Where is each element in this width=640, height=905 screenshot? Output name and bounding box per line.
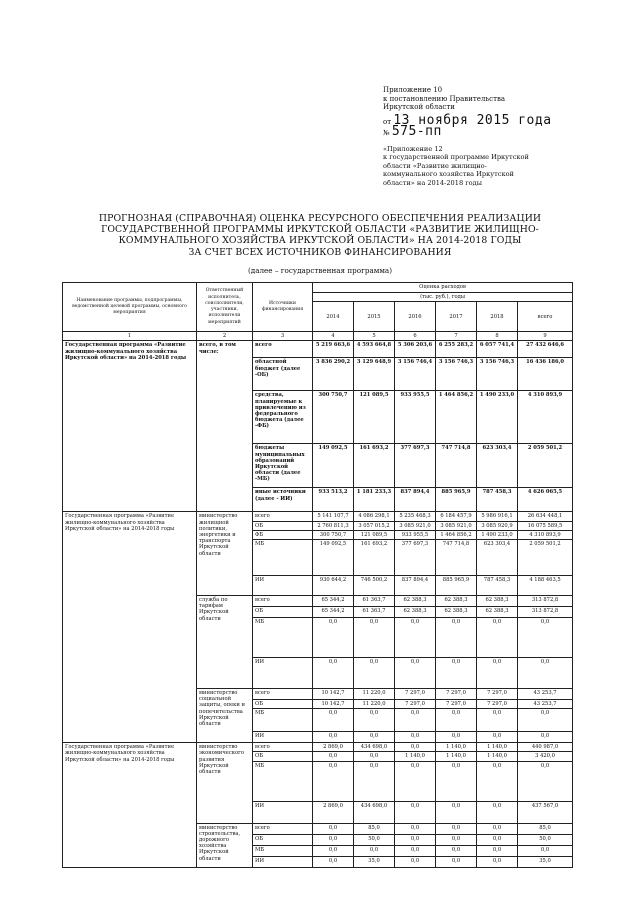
value-cell: 0,0 [518,658,573,689]
value-cell: 2 869,0 [313,743,354,752]
value-cell: 1 140,0 [436,743,477,752]
appendix-header [383,86,583,112]
value-cell: 0,0 [477,823,518,834]
value-cell: 434 698,0 [354,801,395,823]
value-cell: 0,0 [436,823,477,834]
table-row [63,341,573,358]
value-cell: 5 235 468,3 [395,512,436,521]
value-cell: 0,0 [518,618,573,658]
value-cell: 0,0 [477,845,518,856]
value-cell: 1 140,0 [477,743,518,752]
value-cell: 62 388,3 [436,607,477,618]
number-prefix: № [383,129,390,137]
program-name-cell: Государственная программа «Развитие жилищно-коммунального хозяйства Иркутской области» на 2014-2018 годы [63,512,197,743]
value-cell: 10 142,7 [313,689,354,700]
value-cell: 62 388,3 [395,596,436,607]
value-cell: 0,0 [477,658,518,689]
value-cell: 6 184 457,9 [436,512,477,521]
value-cell: 4 593 664,8 [354,341,395,358]
value-cell: 65 344,2 [313,607,354,618]
value-cell: 6 057 741,4 [477,341,518,358]
executor-cell: министерство социальной защиты, опеки и попечительства Иркутской области [197,689,253,743]
value-cell: 50,0 [518,834,573,845]
value-cell: 62 388,3 [395,607,436,618]
value-cell: 1 464 856,2 [436,391,477,444]
value-cell: 746 500,2 [354,576,395,596]
source-cell: ИИ [253,856,313,867]
header-source: Источники финансирования [253,283,313,332]
value-cell: 121 089,5 [354,530,395,539]
col-number: 2 [197,332,253,341]
col-number: 7 [436,332,477,341]
source-cell: всего [253,823,313,834]
table-row [63,512,573,521]
value-cell: 787 458,3 [477,488,518,512]
value-cell: 7 297,0 [477,700,518,709]
value-cell: 837 894,4 [395,576,436,596]
value-cell: 0,0 [436,801,477,823]
value-cell: 0,0 [477,801,518,823]
value-cell: 2 059 501,2 [518,540,573,576]
source-cell: МБ [253,761,313,801]
value-cell: 50,0 [354,834,395,845]
column-numbers-row [63,332,573,341]
header-year: 2014 [313,302,354,332]
value-cell: 300 750,7 [313,391,354,444]
source-cell: областной бюджет (далее -ОБ) [253,358,313,391]
header-executor: Ответственный исполнитель, соисполнители, участники, исполнители мероприятий [197,283,253,332]
value-cell: 3 129 648,9 [354,358,395,391]
value-cell: 161 693,2 [354,540,395,576]
value-cell: 1 140,0 [436,752,477,761]
value-cell: 933 955,5 [395,530,436,539]
col-number: 4 [313,332,354,341]
value-cell: 0,0 [313,834,354,845]
source-cell: бюджеты муниципальных образований Иркутской области (далее -МБ) [253,444,313,488]
funding-table [62,282,573,868]
value-cell: 62 388,3 [477,607,518,618]
value-cell: 7 297,0 [436,689,477,700]
value-cell: 1 140,0 [395,752,436,761]
value-cell: 0,0 [436,732,477,743]
source-cell: иные источники (далее - ИИ) [253,488,313,512]
value-cell: 0,0 [395,743,436,752]
value-cell: 27 432 646,6 [518,341,573,358]
value-cell: 933 513,2 [313,488,354,512]
source-cell: ИИ [253,576,313,596]
value-cell: 0,0 [313,709,354,732]
value-cell: 3 836 290,2 [313,358,354,391]
title-line: ПРОГНОЗНАЯ (СПРАВОЧНАЯ) ОЦЕНКА РЕСУРСНОГО ОБЕСПЕЧЕНИЯ РЕАЛИЗАЦИИ [98,213,542,224]
value-cell: 1 464 856,2 [436,530,477,539]
source-cell: всего [253,341,313,358]
annex-line: области «Развитие жилищно- [383,161,487,170]
appendix-line-1: Приложение 10 [383,86,443,94]
value-cell: 11 220,0 [354,700,395,709]
document-title [70,213,570,258]
value-cell: 16 075 589,5 [518,521,573,530]
program-name-cell: Государственная программа «Развитие жилищно-коммунального хозяйства Иркутской области» на 2014-2018 годы [63,743,197,867]
value-cell: 0,0 [313,658,354,689]
value-cell: 85,0 [354,823,395,834]
header-program-name: Наименование программы, подпрограммы, ведомственной целевой программы, основного мероприятия [63,283,197,332]
value-cell: 747 714,8 [436,540,477,576]
col-number: 9 [518,332,573,341]
value-cell: 7 297,0 [477,689,518,700]
value-cell: 0,0 [313,823,354,834]
value-cell: 4 626 065,5 [518,488,573,512]
source-cell: всего [253,743,313,752]
value-cell: 885 965,9 [436,576,477,596]
value-cell: 3 156 746,3 [477,358,518,391]
value-cell: 43 253,7 [518,700,573,709]
value-cell: 149 092,5 [313,444,354,488]
source-cell: МБ [253,540,313,576]
value-cell: 7 297,0 [395,689,436,700]
number-handwritten: 575-пп [391,124,442,139]
source-cell: ОБ [253,607,313,618]
appendix-number [383,124,442,139]
value-cell: 61 363,7 [354,607,395,618]
value-cell: 3 085 920,9 [477,521,518,530]
source-cell: ИИ [253,658,313,689]
executor-cell: министерство жилищной политики, энергетики и транспорта Иркутской области [197,512,253,596]
value-cell: 121 089,5 [354,391,395,444]
value-cell: 85,0 [518,823,573,834]
value-cell: 7 297,0 [395,700,436,709]
value-cell: 1 490 233,0 [477,391,518,444]
value-cell: 2 760 811,3 [313,521,354,530]
value-cell: 2 869,0 [313,801,354,823]
value-cell: 3 420,0 [518,752,573,761]
value-cell: 0,0 [477,618,518,658]
header-year: 2016 [395,302,436,332]
value-cell: 1 140,0 [477,752,518,761]
source-cell: всего [253,689,313,700]
value-cell: 885 965,9 [436,488,477,512]
value-cell: 787 458,3 [477,576,518,596]
value-cell: 1 490 233,0 [477,530,518,539]
value-cell: 35,0 [354,856,395,867]
value-cell: 2 059 501,2 [518,444,573,488]
value-cell: 4 310 893,9 [518,391,573,444]
value-cell: 7 297,0 [436,700,477,709]
value-cell: 0,0 [313,761,354,801]
value-cell: 0,0 [518,761,573,801]
col-number: 8 [477,332,518,341]
value-cell: 0,0 [395,761,436,801]
value-cell: 0,0 [395,801,436,823]
value-cell: 26 634 448,1 [518,512,573,521]
annex-12-header [383,145,583,187]
value-cell: 0,0 [395,823,436,834]
source-cell: МБ [253,618,313,658]
annex-line: области» на 2014-2018 годы [383,178,482,187]
value-cell: 0,0 [313,845,354,856]
annex-line: «Приложение 12 [383,145,443,153]
value-cell: 0,0 [354,658,395,689]
value-cell: 0,0 [518,845,573,856]
value-cell: 377 697,3 [395,540,436,576]
value-cell: 16 436 186,0 [518,358,573,391]
annex-line: коммунального хозяйства Иркутской [383,170,514,179]
col-number: 1 [63,332,197,341]
executor-cell: министерство экономического развития Иркутской области [197,743,253,823]
program-name-cell: Государственная программа «Развитие жилищно-коммунального хозяйства Иркутской области» на 2014-2018 годы [63,341,197,512]
value-cell: 3 156 746,3 [436,358,477,391]
date-prefix: от [383,118,392,126]
value-cell: 0,0 [313,618,354,658]
header-year: 2017 [436,302,477,332]
value-cell: 3 085 921,0 [395,521,436,530]
source-cell: средства, планируемые к привлечению из федерального бюджета (далее -ФБ) [253,391,313,444]
value-cell: 0,0 [436,856,477,867]
annex-line: к государственной программе Иркутской [383,153,529,162]
value-cell: 0,0 [477,732,518,743]
value-cell: 313 872,8 [518,596,573,607]
col-number: 6 [395,332,436,341]
value-cell: 0,0 [395,856,436,867]
value-cell: 0,0 [354,761,395,801]
value-cell: 3 156 746,4 [395,358,436,391]
value-cell: 161 693,2 [354,444,395,488]
value-cell: 313 872,8 [518,607,573,618]
value-cell: 377 697,3 [395,444,436,488]
value-cell: 65 344,2 [313,596,354,607]
title-line: ЗА СЧЕТ ВСЕХ ИСТОЧНИКОВ ФИНАНСИРОВАНИЯ [188,246,452,258]
title-line: ГОСУДАРСТВЕННОЙ ПРОГРАММЫ ИРКУТСКОЙ ОБЛАСТИ «РАЗВИТИЕ ЖИЛИЩНО- [101,224,539,236]
value-cell: 933 955,5 [395,391,436,444]
source-cell: ОБ [253,834,313,845]
value-cell: 0,0 [395,709,436,732]
value-cell: 0,0 [477,709,518,732]
source-cell: всего [253,596,313,607]
header-year: всего [518,302,573,332]
value-cell: 440 987,0 [518,743,573,752]
value-cell: 1 181 233,3 [354,488,395,512]
executor-cell: служба по тарифам Иркутской области [197,596,253,689]
value-cell: 0,0 [313,856,354,867]
value-cell: 0,0 [436,834,477,845]
value-cell: 0,0 [395,845,436,856]
document-subtitle: (далее – государственная программа) [247,266,393,275]
source-cell: ОБ [253,752,313,761]
value-cell: 35,0 [518,856,573,867]
value-cell: 300 750,7 [313,530,354,539]
col-number: 5 [354,332,395,341]
value-cell: 0,0 [518,709,573,732]
value-cell: 0,0 [354,752,395,761]
value-cell: 0,0 [395,658,436,689]
source-cell: ОБ [253,700,313,709]
source-cell: ОБ [253,521,313,530]
source-cell: ФБ [253,530,313,539]
executor-cell: всего, в том числе: [197,341,253,512]
value-cell: 11 220,0 [354,689,395,700]
value-cell: 0,0 [313,752,354,761]
date-handwritten: 13 ноября 2015 года [393,113,552,128]
source-cell: всего [253,512,313,521]
appendix-line-2: к постановлению Правительства [383,94,506,103]
value-cell: 0,0 [354,845,395,856]
value-cell: 3 057 015,2 [354,521,395,530]
source-cell: МБ [253,709,313,732]
col-number: 3 [253,332,313,341]
header-units: (тыс. руб.), годы [313,293,573,302]
value-cell: 10 142,7 [313,700,354,709]
value-cell: 0,0 [395,834,436,845]
appendix-line-3: Иркутской области [383,103,455,112]
executor-cell: министерство строительства, дорожного хозяйства Иркутской области [197,823,253,867]
value-cell: 437 567,0 [518,801,573,823]
value-cell: 5 986 916,1 [477,512,518,521]
value-cell: 4 188 463,5 [518,576,573,596]
value-cell: 0,0 [436,845,477,856]
value-cell: 0,0 [436,709,477,732]
header-estimate: Оценка расходов [313,283,573,293]
value-cell: 930 644,2 [313,576,354,596]
value-cell: 747 714,8 [436,444,477,488]
value-cell: 4 310 893,9 [518,530,573,539]
value-cell: 3 085 921,0 [436,521,477,530]
value-cell: 0,0 [395,732,436,743]
value-cell: 43 253,7 [518,689,573,700]
value-cell: 0,0 [354,732,395,743]
value-cell: 434 698,0 [354,743,395,752]
value-cell: 62 388,3 [436,596,477,607]
value-cell: 0,0 [477,761,518,801]
value-cell: 0,0 [436,761,477,801]
value-cell: 623 303,4 [477,540,518,576]
value-cell: 62 388,3 [477,596,518,607]
value-cell: 0,0 [477,834,518,845]
value-cell: 61 363,7 [354,596,395,607]
value-cell: 623 303,4 [477,444,518,488]
value-cell: 0,0 [395,618,436,658]
title-line: КОММУНАЛЬНОГО ХОЗЯЙСТВА ИРКУТСКОЙ ОБЛАСТИ» НА 2014-2018 ГОДЫ [118,235,522,247]
source-cell: ИИ [253,801,313,823]
value-cell: 0,0 [436,658,477,689]
value-cell: 5 141 107,7 [313,512,354,521]
value-cell: 0,0 [436,618,477,658]
value-cell: 0,0 [354,709,395,732]
value-cell: 0,0 [518,732,573,743]
header-year: 2015 [354,302,395,332]
value-cell: 5 219 663,6 [313,341,354,358]
source-cell: ИИ [253,732,313,743]
source-cell: МБ [253,845,313,856]
value-cell: 5 306 203,6 [395,341,436,358]
value-cell: 149 092,5 [313,540,354,576]
value-cell: 0,0 [313,732,354,743]
header-year: 2018 [477,302,518,332]
value-cell: 837 894,4 [395,488,436,512]
value-cell: 4 086 298,1 [354,512,395,521]
value-cell: 6 255 283,2 [436,341,477,358]
value-cell: 0,0 [477,856,518,867]
value-cell: 0,0 [354,618,395,658]
table-row [63,743,573,752]
